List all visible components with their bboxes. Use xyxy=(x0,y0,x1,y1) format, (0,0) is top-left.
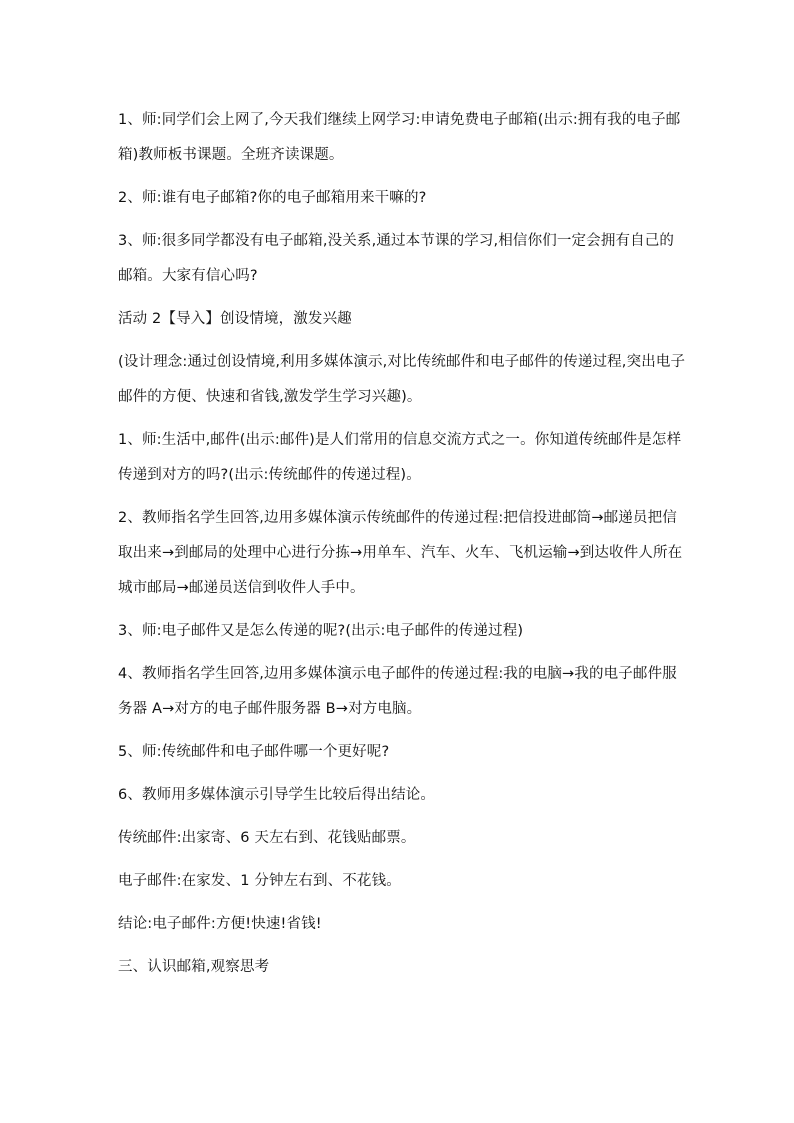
step-5: 5、师:传统邮件和电子邮件哪一个更好呢? xyxy=(118,744,390,760)
section-heading-3: 三、认识邮箱,观察思考 xyxy=(118,959,270,975)
paragraph-intro-1: 1、师:同学们会上网了,今天我们继续上网学习:申请免费电子邮箱(出示:拥有我的电子邮箱)教师板书课题。全班齐读课题。 xyxy=(118,112,681,163)
step-3: 3、师:电子邮件又是怎么传递的呢?(出示:电子邮件的传递过程) xyxy=(118,623,524,639)
design-concept: (设计理念:通过创设情境,利用多媒体演示,对比传统邮件和电子邮件的传递过程,突出电子邮件的方便、快速和省钱,激发学生学习兴趣)。 xyxy=(118,354,686,405)
conclusion: 结论:电子邮件:方便!快速!省钱! xyxy=(118,916,322,932)
step-2: 2、教师指名学生回答,边用多媒体演示传统邮件的传递过程:把信投进邮筒→邮递员把信取出来→到邮局的处理中心进行分拣→用单车、汽车、火车、飞机运输→到达收件人所在城市邮局→邮递员送信到收件人手中。 xyxy=(118,510,683,596)
activity-heading: 活动 2【导入】创设情境，激发兴趣 xyxy=(118,311,352,327)
paragraph-intro-2: 2、师:谁有电子邮箱?你的电子邮箱用来干嘛的? xyxy=(118,190,427,206)
document-body xyxy=(118,103,688,985)
comparison-traditional: 传统邮件:出家寄、6 天左右到、花钱贴邮票。 xyxy=(118,830,416,846)
paragraph-intro-3: 3、师:很多同学都没有电子邮箱,没关系,通过本节课的学习,相信你们一定会拥有自己的邮箱。大家有信心吗? xyxy=(118,233,675,284)
step-1: 1、师:生活中,邮件(出示:邮件)是人们常用的信息交流方式之一。你知道传统邮件是怎样传递到对方的吗?(出示:传统邮件的传递过程)。 xyxy=(118,432,682,483)
step-4: 4、教师指名学生回答,边用多媒体演示电子邮件的传递过程:我的电脑→我的电子邮件服务器 A→对方的电子邮件服务器 B→对方电脑。 xyxy=(118,666,677,717)
step-6: 6、教师用多媒体演示引导学生比较后得出结论。 xyxy=(118,787,436,803)
comparison-email: 电子邮件:在家发、1 分钟左右到、不花钱。 xyxy=(118,873,401,889)
